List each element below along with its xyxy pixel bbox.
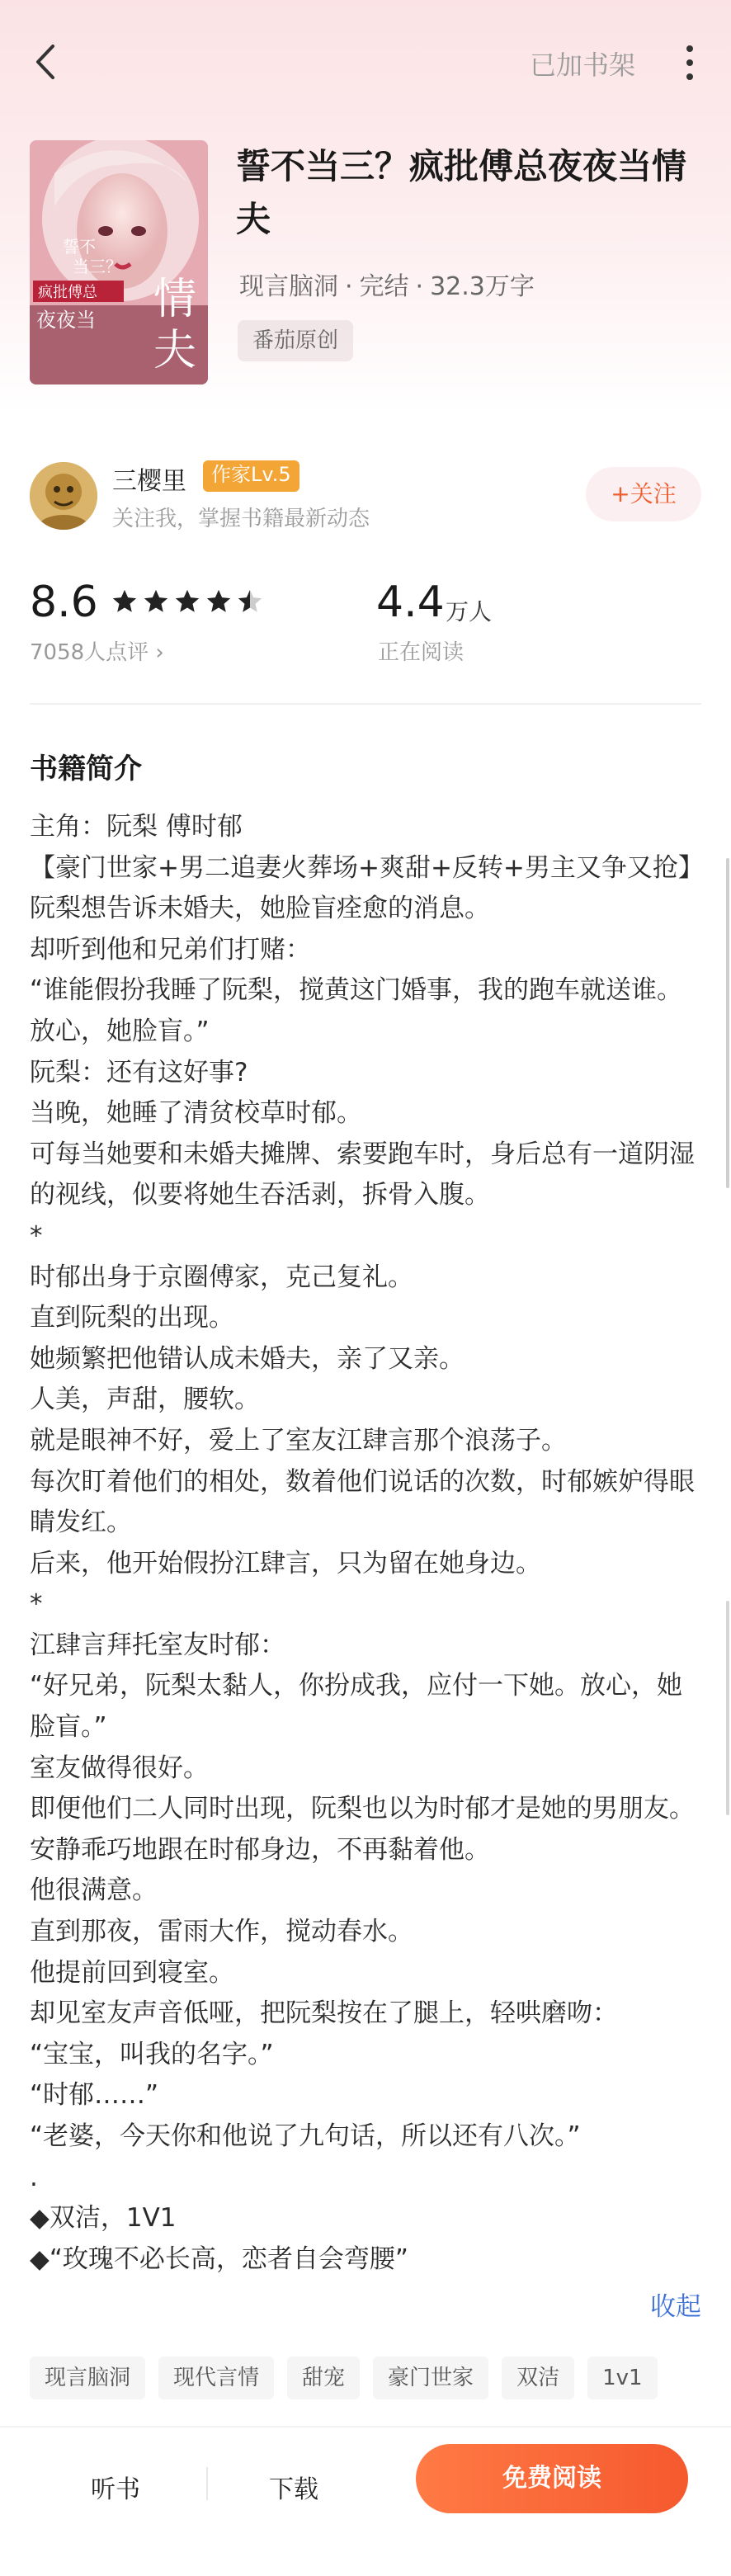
intro-line: ◆“玫瑰不必长高，恋者自会弯腰” <box>30 2243 408 2274</box>
star-icon <box>236 587 264 616</box>
intro-line: 阮梨想告诉未婚夫，她脸盲痊愈的消息。 <box>30 894 490 924</box>
scrollbar-thumb <box>726 858 729 1188</box>
rating-stars <box>111 587 264 616</box>
intro-line: 江肆言拜托室友时郁： <box>30 1630 285 1660</box>
cover-title-text: 誓不 <box>63 237 96 257</box>
book-title: 誓不当三？疯批傅总夜夜当情夫 <box>236 146 687 239</box>
bottom-action-bar <box>0 2426 731 2576</box>
intro-line: “时郁……” <box>30 2080 159 2111</box>
intro-line: 直到阮梨的出现。 <box>30 1303 234 1333</box>
follow-button[interactable]: +关注 <box>586 467 701 521</box>
author-level-badge: 作家Lv.5 <box>203 460 299 492</box>
free-read-button[interactable]: 免费阅读 <box>416 2444 688 2513</box>
readers-label: 正在阅读 <box>378 640 465 665</box>
download-button[interactable]: 下载 <box>269 2475 318 2504</box>
intro-line: ◆双洁，1V1 <box>30 2203 177 2234</box>
book-meta <box>239 266 535 302</box>
cover-title-text: 情 <box>153 275 197 324</box>
tag-chip[interactable]: 豪门世家 <box>373 2357 488 2399</box>
back-button[interactable] <box>30 41 63 83</box>
intro-line: “宝宝，叫我的名字。” <box>30 2039 274 2069</box>
more-options-icon[interactable] <box>681 43 698 83</box>
readers-count: 4.4 <box>376 578 445 627</box>
intro-line: . <box>30 2162 38 2192</box>
intro-line: 每次盯着他们的相处，数着他们说话的次数，时郁嫉妒得眼睛发红。 <box>30 1466 695 1538</box>
meta-separator: · <box>415 272 424 301</box>
tag-chip[interactable]: 双洁 <box>502 2357 574 2399</box>
intro-line: 人美，声甜，腰软。 <box>30 1385 260 1415</box>
intro-line: * <box>30 1220 43 1251</box>
cover-illustration <box>30 140 208 385</box>
readers-unit: 万人 <box>446 598 493 625</box>
intro-line: “谁能假扮我睡了阮梨，搅黄这门婚事，我的跑车就送谁。放心，她脸盲。” <box>30 975 683 1046</box>
cover-title-text: 疯批傅总 <box>38 284 97 301</box>
added-to-shelf-button[interactable]: 已加书架 <box>529 50 635 81</box>
intro-line: 却听到他和兄弟们打赌： <box>30 934 311 965</box>
tag-chip[interactable]: 现言脑洞 <box>30 2357 145 2399</box>
tag-list <box>30 2357 658 2399</box>
cover-title-text: 夫 <box>153 326 197 375</box>
intro-line: 即便他们二人同时出现，阮梨也以为时郁才是她的男朋友。 <box>30 1794 695 1824</box>
author-row <box>0 459 731 541</box>
cover-title-text: 夜夜当 <box>36 309 96 332</box>
book-intro <box>30 807 706 2280</box>
tag-chip[interactable]: 1v1 <box>587 2357 657 2399</box>
book-category: 现言脑洞 <box>239 272 338 301</box>
star-icon <box>205 587 233 616</box>
intro-line: “老婆，今天你和他说了九句话，所以还有八次。” <box>30 2121 581 2151</box>
author-avatar[interactable] <box>30 462 97 530</box>
cover-title-text: 当三？ <box>73 257 122 276</box>
intro-line: 可每当她要和未婚夫摊牌、索要跑车时，身后总有一道阴湿的视线，似要将她生吞活剥，拆骨入腹。 <box>30 1139 695 1210</box>
meta-separator: · <box>345 272 353 301</box>
scrollbar-thumb <box>726 1601 729 1815</box>
bar-separator <box>206 2467 208 2500</box>
tag-chip[interactable]: 甜宠 <box>287 2357 360 2399</box>
star-icon <box>173 587 201 616</box>
intro-line: 【豪门世家+男二追妻火葬场+爽甜+反转+男主又争又抢】 <box>30 852 704 883</box>
author-name[interactable]: 三樱里 <box>112 467 186 496</box>
star-icon <box>142 587 170 616</box>
book-status: 完结 <box>359 272 409 301</box>
intro-line: “好兄弟，阮梨太黏人，你扮成我，应付一下她。放心，她脸盲。” <box>30 1671 683 1743</box>
book-cover[interactable] <box>30 140 208 385</box>
intro-line: 直到那夜，雷雨大作，搅动春水。 <box>30 1917 413 1947</box>
intro-line: 主角：阮梨 傅时郁 <box>30 812 243 842</box>
intro-line: 室友做得很好。 <box>30 1753 209 1783</box>
intro-section-title: 书籍简介 <box>30 753 142 786</box>
intro-line: 却见室友声音低哑，把阮梨按在了腿上，轻哄磨吻： <box>30 1998 618 2029</box>
book-word-count: 32.3万字 <box>430 272 535 301</box>
intro-line: * <box>30 1589 43 1620</box>
author-subtitle: 关注我，掌握书籍最新动态 <box>112 507 370 531</box>
intro-line: 当晚，她睡了清贫校草时郁。 <box>30 1098 362 1129</box>
intro-line: 安静乖巧地跟在时郁身边，不再黏着他。 <box>30 1834 490 1865</box>
tag-chip[interactable]: 现代言情 <box>158 2357 274 2399</box>
intro-line: 时郁出身于京圈傅家，克己复礼。 <box>30 1262 413 1292</box>
section-divider <box>30 703 701 705</box>
avatar-image <box>30 462 97 530</box>
top-bar <box>0 33 731 92</box>
collapse-button[interactable]: 收起 <box>650 2292 701 2322</box>
intro-line: 后来，他开始假扮江肆言，只为留在她身边。 <box>30 1548 541 1578</box>
rating-score: 8.6 <box>30 578 98 627</box>
intro-line: 她频繁把他错认成未婚夫，亲了又亲。 <box>30 1343 465 1374</box>
book-stats <box>0 578 731 677</box>
intro-line: 他很满意。 <box>30 1875 158 1906</box>
intro-line: 就是眼神不好，爱上了室友江肆言那个浪荡子。 <box>30 1425 567 1455</box>
intro-line: 阮梨：还有这好事? <box>30 1057 248 1087</box>
listen-button[interactable]: 听书 <box>91 2475 140 2504</box>
chevron-left-icon <box>30 41 63 83</box>
intro-line: 他提前回到寝室。 <box>30 1957 234 1988</box>
reviews-link[interactable]: 7058人点评 › <box>30 640 164 665</box>
origin-badge: 番茄原创 <box>238 320 353 361</box>
star-icon <box>111 587 139 616</box>
